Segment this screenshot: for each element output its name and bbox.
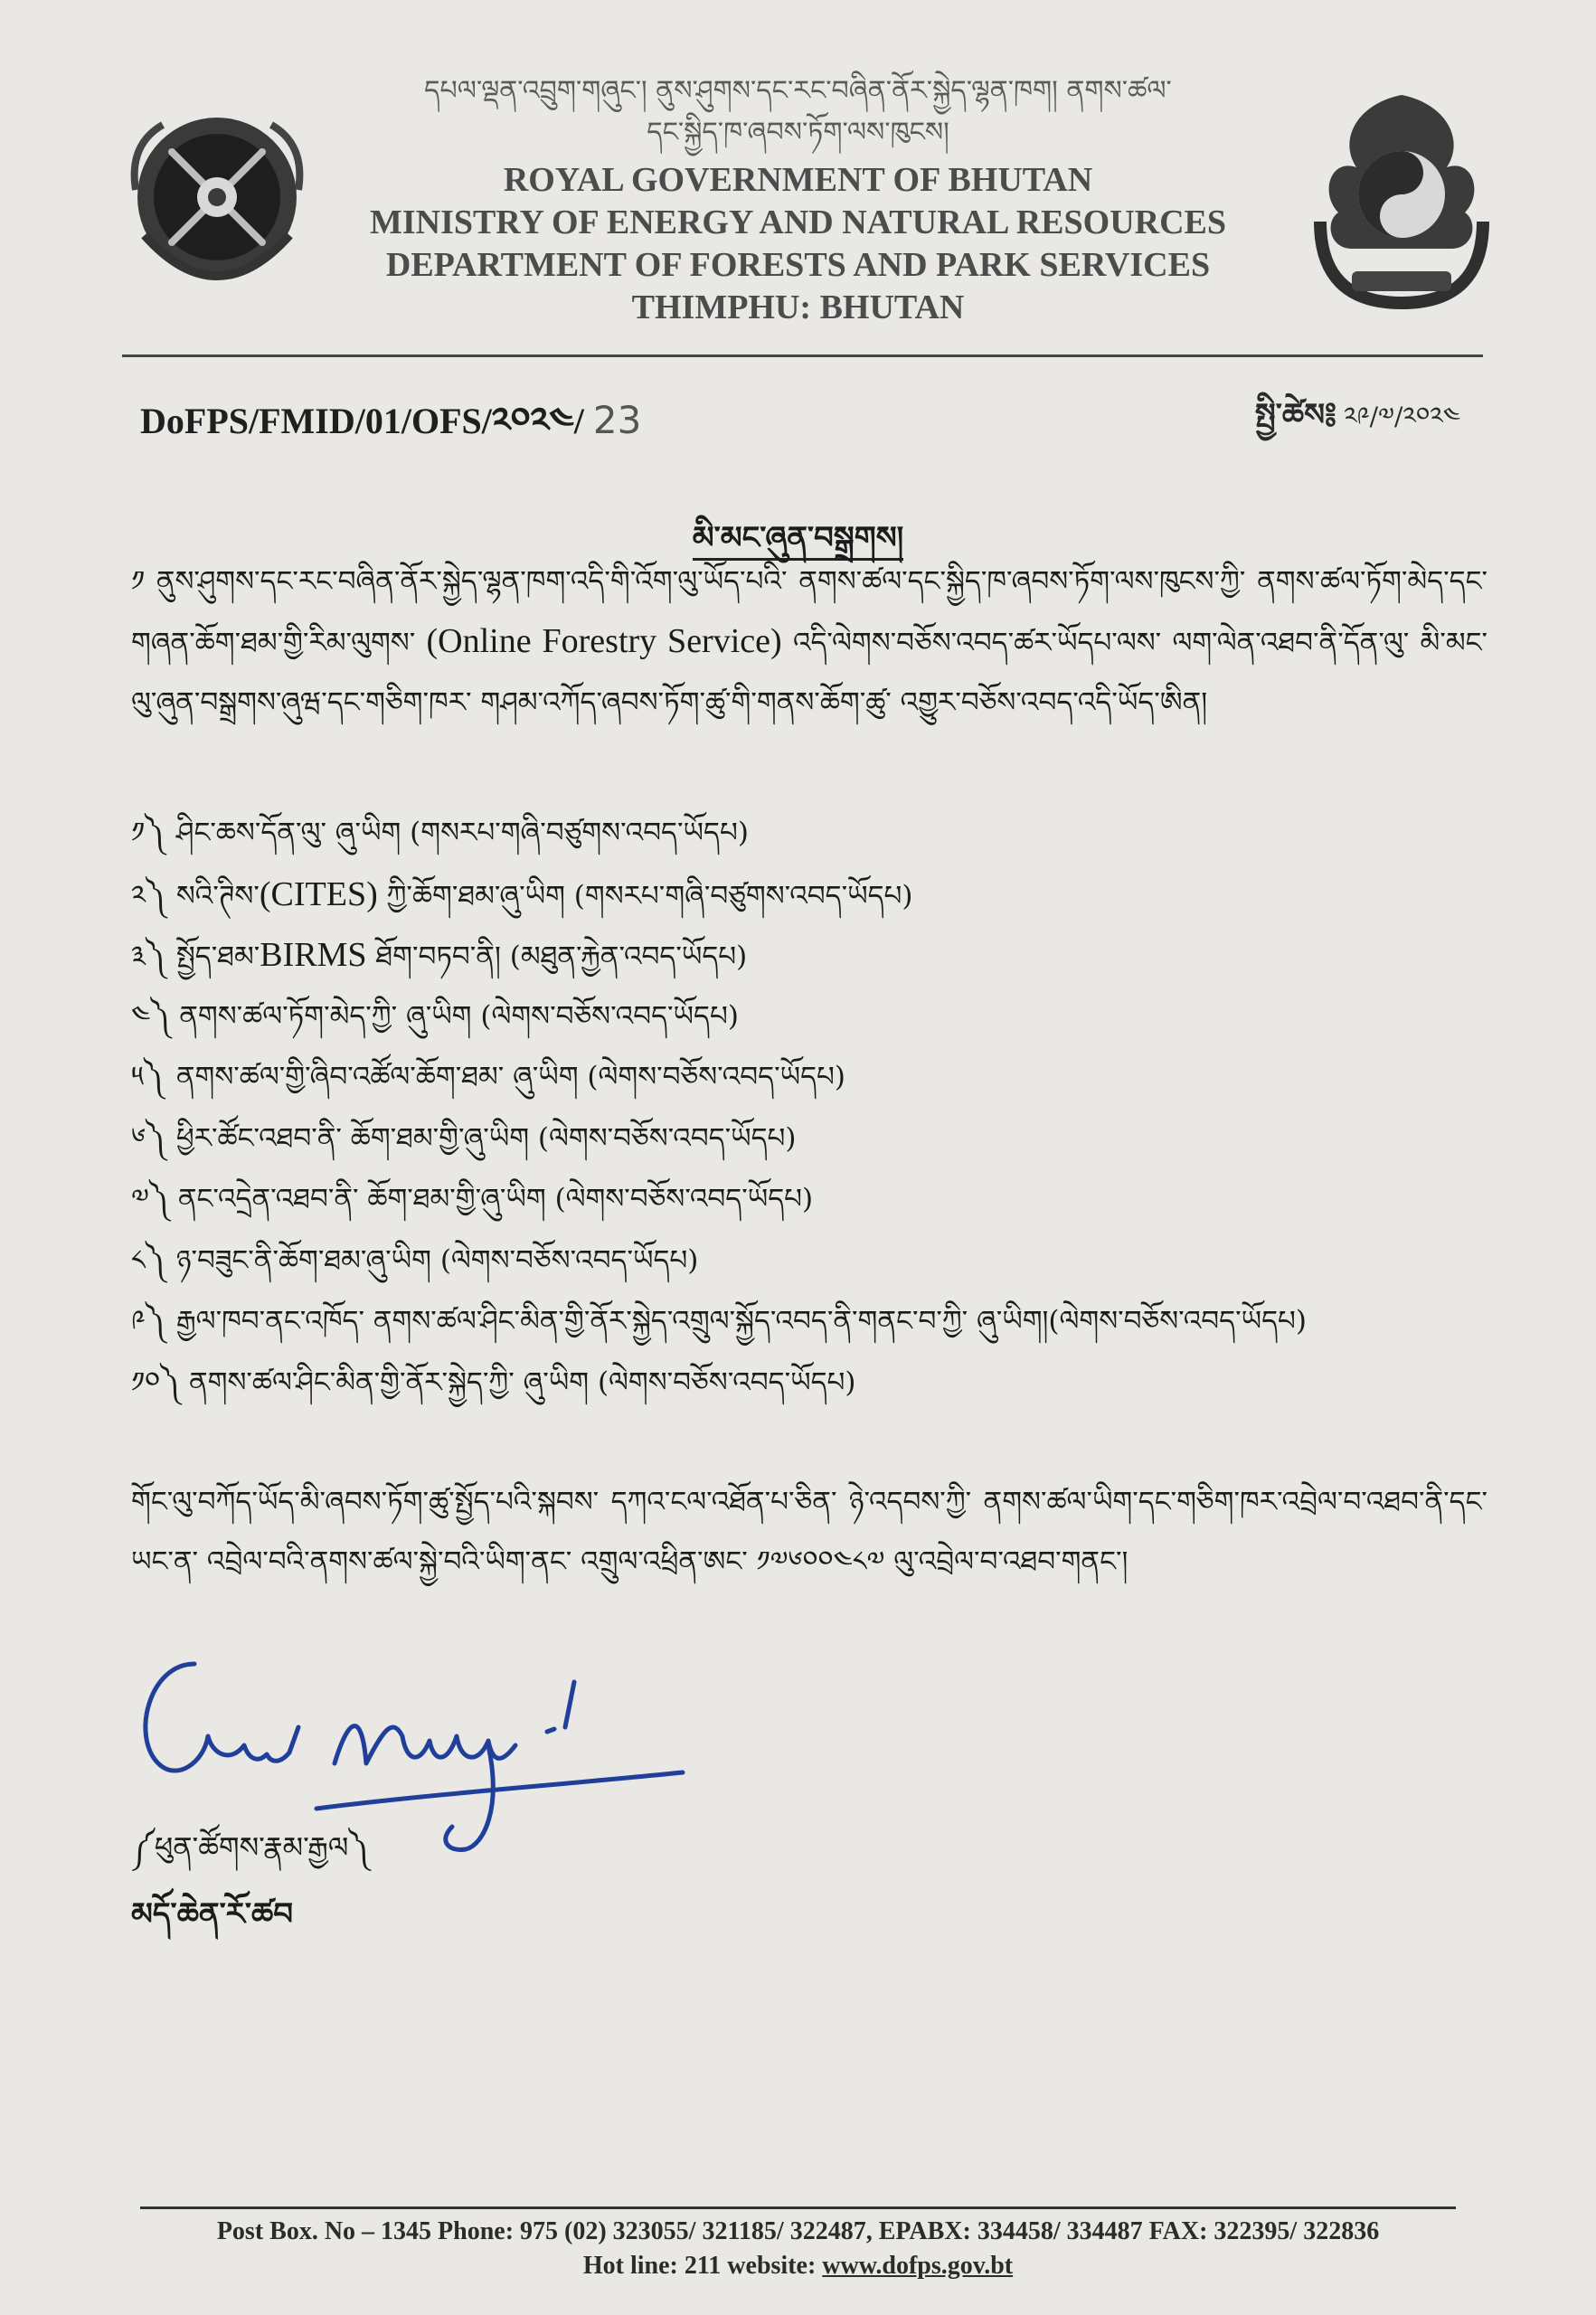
contact-text-a: གོང་ལུ་བཀོད་ཡོད་མི་ཞབས་ཏོག་ཚུ་སྤྱོད་པའི་སྐབས་ དཀའ་ངལ་འཐོན་པ་ཅིན་ ཉེ་འདབས་ཀྱི་ ནགས་ཚལ་ཡིག་དང་གཅིག་ཁར་འབྲེལ་བ་འཐབ་ནི་དང་ ཡང་ན་ འབྲེལ་བའི་ནགས་ཚལ་སྐྱེ་བའི་ཡིག་ནང་ འགྲུལ་འཕྲིན་ཨང་ bbox=[131, 1486, 1487, 1578]
header-line3: DEPARTMENT OF FORESTS AND PARK SERVICES bbox=[385, 246, 1211, 284]
footer-contact: Post Box. No – 1345 Phone: 975 (02) 323055/ 321185/ 322487, EPABX: 334458/ 334487 FAX: 322395/ 322836 bbox=[216, 2217, 1380, 2245]
header-line2: MINISTRY OF ENERGY AND NATURAL RESOURCES bbox=[369, 203, 1227, 241]
item-number: ༨༽ bbox=[131, 1243, 165, 1277]
contact-paragraph bbox=[131, 1472, 1487, 1592]
list-item bbox=[131, 1047, 1487, 1109]
list-item bbox=[131, 1109, 1487, 1170]
item-text: ནགས་ཚལ་གྱི་ཞིབ་འཚོལ་ཆོག་ཐམ་ ཞུ་ཡིག (ལེགས་བཅོས་འབད་ཡོདཔ) bbox=[175, 1061, 846, 1093]
department-logo-icon bbox=[1302, 86, 1501, 321]
item-text: ཤིང་ཆས་དོན་ལུ་ ཞུ་ཡིག (གསརཔ་གཞི་བཙུགས་འབད་ཡོདཔ) bbox=[175, 817, 749, 849]
hotline-text: Hot line: 211 website: bbox=[582, 2252, 817, 2280]
signatory-title: མདོ་ཆེན་རོ་ཚབ bbox=[131, 1896, 294, 1932]
item-text: ནང་འདྲེན་འཐབ་ནི་ ཆོག་ཐམ་གྱི་ཞུ་ཡིག (ལེགས་བཅོས་འབད་ཡོདཔ) bbox=[177, 1183, 814, 1215]
header-line4: THIMPHU: BHUTAN bbox=[631, 288, 965, 326]
footer-hotline bbox=[0, 2252, 1596, 2281]
item-text: སའི་ཊིས་ bbox=[175, 879, 260, 912]
item-text: ཉ་བཟུང་ནི་ཆོག་ཐམ་ཞུ་ཡིག (ལེགས་བཅོས་འབད་ཡོདཔ) bbox=[175, 1243, 699, 1277]
item-number: ༩༽ bbox=[131, 1305, 165, 1337]
subject-text: མི་མང་ཞུན་བསྒྲགས། bbox=[693, 520, 903, 561]
item-number: ༦༽ bbox=[131, 1121, 166, 1155]
item-text: སྤྱོད་ཐམ་ bbox=[175, 940, 260, 973]
intro-latin: (Online Forestry Service) bbox=[426, 622, 782, 660]
list-item bbox=[131, 987, 1487, 1048]
list-item bbox=[131, 1353, 1487, 1414]
item-latin: BIRMS bbox=[260, 936, 367, 974]
list-item bbox=[131, 1169, 1487, 1231]
header-divider bbox=[122, 354, 1483, 357]
letter-date bbox=[1255, 380, 1460, 467]
signatory-name: ༼ཕུན་ཚོགས་རྣམ་རྒྱལ༽ bbox=[131, 1830, 370, 1865]
reference-handwritten: 23 bbox=[592, 398, 642, 442]
intro-text-b: འདི་ལེགས་བཅོས་འབད་ཚར་ཡོདཔ་ལས་ ལག་ལེན་འཐབ་ནི་དོན་ལུ་ མི་མང་ལུ་ཞུན་བསྒྲགས་ཞུཝ་དང་གཅིག་ཁར་ གཤམ་འཀོད་ཞབས་ཏོག་ཚུ་གི་གནས་ཆོག་ཚུ་ འགྱུར་བཅོས་འབད་འདི་ཡོད་ཨིན། bbox=[131, 627, 1487, 719]
item-text: རྒྱལ་ཁབ་ནང་འཁོད་ ནགས་ཚལ་ཤིང་མིན་གྱི་ནོར་སྐྱེད་འགྲུལ་སྐྱོད་འབད་ནི་གནང་བ་ཀྱི་ ཞུ་ཡིག།(ལེགས་བཅོས་འབད་ཡོདཔ) bbox=[175, 1305, 1307, 1337]
item-latin: (CITES) bbox=[259, 874, 378, 913]
reference-number bbox=[140, 380, 641, 482]
item-number: ༢༽ bbox=[131, 879, 166, 912]
contact-text-b: ལུ་འབྲེལ་བ་འཐབ་གནང་། bbox=[893, 1545, 1129, 1578]
header-tibetan bbox=[271, 71, 1325, 154]
reference-printed: DoFPS/FMID/01/OFS/༢༠༢༤/ bbox=[140, 401, 584, 441]
item-number: ༡༠༽ bbox=[131, 1365, 181, 1399]
list-item bbox=[131, 925, 1487, 987]
item-number: ༤༽ bbox=[131, 999, 171, 1033]
item-text: ཕྱིར་ཚོང་འཐབ་ནི་ ཆོག་ཐམ་གྱི་ཞུ་ཡིག (ལེགས་བཅོས་འབད་ཡོདཔ) bbox=[175, 1121, 797, 1155]
item-text-after: ཀྱི་ཆོག་ཐམ་ཞུ་ཡིག (གསརཔ་གཞི་བཙུགས་འབད་ཡོདཔ) bbox=[386, 879, 913, 912]
date-value: ༢༩/༧/༢༠༢༤ bbox=[1343, 402, 1460, 431]
list-item bbox=[131, 1291, 1487, 1353]
item-number: ༥༽ bbox=[131, 1061, 164, 1093]
item-number: ༣༽ bbox=[131, 940, 166, 973]
item-text: ནགས་ཚལ་ཤིང་མིན་གྱི་ནོར་སྐྱེད་ཀྱི་ ཞུ་ཡིག (ལེགས་བཅོས་འབད་ཡོདཔ) bbox=[189, 1365, 856, 1399]
header-tibetan-line1: དཔལ་ལྡན་འབྲུག་གཞུང་། ནུས་ཤུགས་དང་རང་བཞིན་ནོར་སྐྱེད་ལྷན་ཁག། ནགས་ཚལ་ bbox=[424, 75, 1172, 107]
contact-number: ༡༧༦༠༠༤༨༧ bbox=[756, 1545, 885, 1578]
list-item bbox=[131, 803, 1487, 865]
intro-text-a: ༡ ནུས་ཤུགས་དང་རང་བཞིན་ནོར་སྐྱེད་ལྷན་ཁག་འདི་གི་འོག་ལུ་ཡོད་པའི་ ནགས་ཚལ་དང་སྐྱིད་ཁ་ཞབས་ཏོག་ལས་ཁུངས་ཀྱི་ ནགས་ཚལ་ཏོག་མེད་དང་གཞན་ཆོག་ཐམ་གྱི་རིམ་ལུགས་ bbox=[131, 565, 1487, 659]
header-tibetan-line2: དང་སྐྱིད་ཁ་ཞབས་ཏོག་ལས་ཁུངས། bbox=[647, 117, 949, 148]
item-number: ༡༽ bbox=[131, 817, 165, 849]
list-item bbox=[131, 865, 1487, 926]
website-link[interactable]: www.dofps.gov.bt bbox=[822, 2252, 1014, 2280]
service-list bbox=[131, 803, 1487, 1413]
intro-paragraph bbox=[131, 552, 1487, 732]
header-line1: ROYAL GOVERNMENT OF BHUTAN bbox=[503, 161, 1093, 199]
item-text: ནགས་ཚལ་ཏོག་མེད་ཀྱི་ ཞུ་ཡིག (ལེགས་བཅོས་འབད་ཡོདཔ) bbox=[179, 999, 739, 1033]
header-english bbox=[271, 159, 1325, 329]
footer-divider bbox=[140, 2206, 1456, 2209]
list-item bbox=[131, 1231, 1487, 1292]
date-label: སྤྱི་ཚེས༔ bbox=[1254, 397, 1336, 433]
item-number: ༧༽ bbox=[131, 1183, 169, 1215]
item-text-after: ཐོག་བཏབ་ནི། (མཐུན་རྐྱེན་འབད་ཡོདཔ) bbox=[375, 940, 748, 973]
